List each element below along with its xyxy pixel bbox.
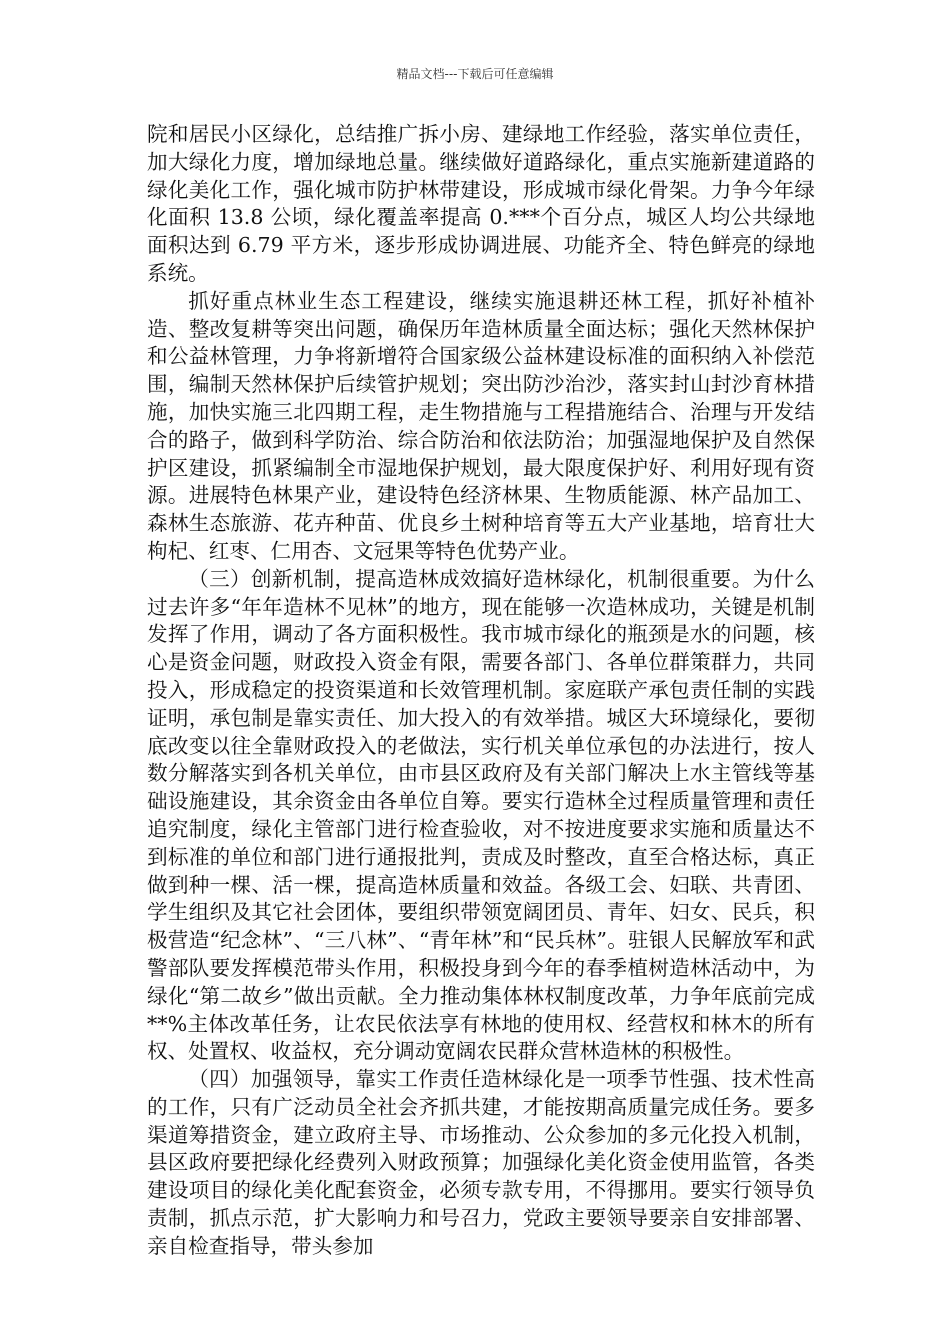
- paragraph-forestry-projects: 抓好重点林业生态工程建设，继续实施退耕还林工程，抓好补植补造、整改复耕等突出问题，确保历年造林质量全面达标；强化天然林保护和公益林管理，力争将新增符合国家级公益林建设标准的面积纳入补偿范围，编制天然林保护后续管护规划；突出防沙治沙，落实封山封沙育林措施，加快实施三北四期工程，走生物措施与工程措施结合、治理与开发结合的路子，做到科学防治、综合防治和依法防治；加强湿地保护及自然保护区建设，抓紧编制全市湿地保护规划，最大限度保护好、利用好现有资源。进展特色林果产业，建设特色经济林果、生物质能源、林产品加工、森林生态旅游、花卉种苗、优良乡土树种培育等五大产业基地，培育壮大枸杞、红枣、仁用杏、文冠果等特色优势产业。: [147, 288, 815, 563]
- paragraph-leadership: （四）加强领导，靠实工作责任造林绿化是一项季节性强、技术性高的工作，只有广泛动员全社会齐抓共建，才能按期高质量完成任务。要多渠道筹措资金，建立政府主导、市场推动、公众参加的多元化投入机制，县区政府要把绿化经费列入财政预算；加强绿化美化资金使用监管，各类建设项目的绿化美化配套资金，必须专款专用，不得挪用。要实行领导负责制，抓点示范，扩大影响力和号召力，党政主要领导要亲自安排部署、亲自检查指导，带头参加: [147, 1067, 815, 1258]
- paragraph-innovation-mechanism: （三）创新机制，提高造林成效搞好造林绿化，机制很重要。为什么过去许多“年年造林不见林”的地方，现在能够一次造林成功，关键是机制发挥了作用，调动了各方面积极性。我市城市绿化的瓶颈是水的问题，核心是资金问题，财政投入资金有限，需要各部门、各单位群策群力，共同投入，形成稳定的投资渠道和长效管理机制。家庭联产承包责任制的实践证明，承包制是靠实责任、加大投入的有效举措。城区大环境绿化，要彻底改变以往全靠财政投入的老做法，实行机关单位承包的办法进行，按人数分解落实到各机关单位，由市县区政府及有关部门解决上水主管线等基础设施建设，其余资金由各单位自筹。要实行造林全过程质量管理和责任追究制度，绿化主管部门进行检查验收，对不按进度要求实施和质量达不到标准的单位和部门进行通报批判，责成及时整改，直至合格达标，真正做到种一棵、活一棵，提高造林质量和效益。各级工会、妇联、共青团、学生组织及其它社会团体，要组织带领宽阔团员、青年、妇女、民兵，积极营造“纪念林”、“三八林”、“青年林”和“民兵林”。驻银人民解放军和武警部队要发挥模范带头作用，积极投身到今年的春季植树造林活动中，为绿化“第二故乡”做出贡献。全力推动集体林权制度改革，力争年底前完成**%主体改革任务，让农民依法享有林地的使用权、经营权和林木的所有权、处置权、收益权，充分调动宽阔农民群众营林造林的积极性。: [147, 566, 815, 1064]
- paragraph-urban-greening: 院和居民小区绿化，总结推广拆小房、建绿地工作经验，落实单位责任，加大绿化力度，增加绿地总量。继续做好道路绿化，重点实施新建道路的绿化美化工作，强化城市防护林带建设，形成城市绿化骨架。力争今年绿化面积 13.8 公顷，绿化覆盖率提高 0.***个百分点，城区人均公共绿地面积达到 6.79 平方米，逐步形成协调进展、功能齐全、特色鲜亮的绿地系统。: [147, 122, 815, 285]
- document-body: [147, 121, 815, 1261]
- page-header: 精品文档---下载后可任意编辑: [396, 67, 554, 81]
